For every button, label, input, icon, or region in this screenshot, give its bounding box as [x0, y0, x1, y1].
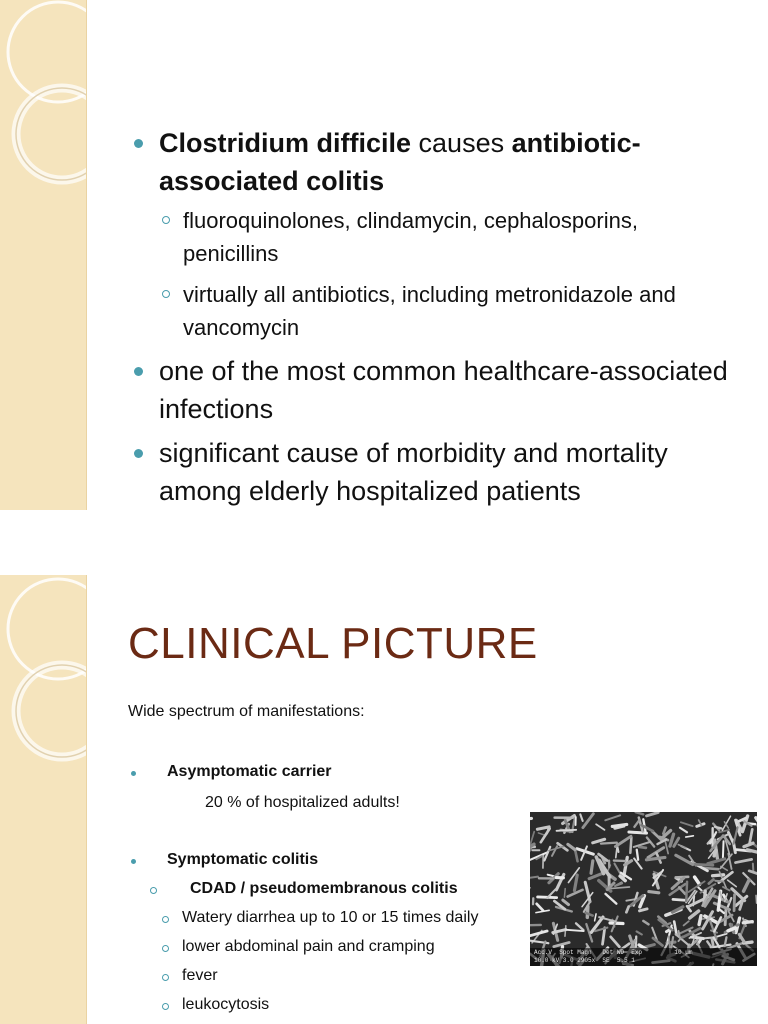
- bacterium-rod: [680, 828, 687, 833]
- sub-bullet-text: fluoroquinolones, clindamycin, cephalosporins, penicillins: [183, 208, 638, 266]
- decorative-side-strip: [0, 575, 87, 1024]
- symptom-item: lower abdominal pain and cramping: [182, 938, 435, 955]
- slide-gap: [0, 510, 768, 575]
- bacterium-rod: [605, 815, 620, 820]
- bacterium-rod: [715, 827, 721, 829]
- bullet-dot-icon: [134, 367, 143, 376]
- bacterium-rod: [610, 923, 623, 924]
- bacterium-rod: [736, 859, 752, 862]
- sub-bullet-all-antibiotics: [159, 278, 732, 344]
- bacterium-rod: [626, 907, 628, 913]
- decorative-side-strip: [0, 0, 87, 510]
- bacterium-rod: [640, 909, 648, 911]
- bacterium-rod: [743, 922, 752, 923]
- bacterium-rod: [603, 928, 605, 944]
- bacterium-rod: [530, 877, 538, 878]
- bacterium-rod: [722, 816, 730, 830]
- sub-bullet-list: [159, 204, 732, 344]
- bacterium-rod: [595, 914, 596, 921]
- slide-2: [0, 575, 768, 1024]
- bacterium-rod: [750, 829, 753, 843]
- symptomatic-colitis: Symptomatic colitis: [167, 851, 319, 868]
- bacterium-rod: [564, 889, 565, 898]
- bacterium-rod: [679, 887, 685, 894]
- bacterium-rod: [616, 883, 622, 885]
- bold-term: antibiotic-associated colitis: [159, 128, 641, 196]
- sub-bullet-ring-icon: [162, 1003, 169, 1010]
- sub-bullet-ring-icon: [162, 216, 170, 224]
- bacterium-rod: [661, 830, 671, 838]
- bacterium-rod: [629, 832, 647, 833]
- bacterium-rod: [637, 931, 642, 934]
- bacterium-rod: [739, 934, 744, 941]
- asymptomatic-carrier: Asymptomatic carrier: [167, 763, 332, 780]
- sub-bullet-antibiotic-classes: [159, 204, 732, 270]
- bacterium-rod: [587, 906, 588, 917]
- carrier-rate: 20 % of hospitalized adults!: [205, 794, 400, 811]
- bullet-text: causes: [411, 128, 512, 158]
- bacterium-rod: [699, 916, 701, 925]
- bold-term: Clostridium difficile: [159, 128, 412, 158]
- bullet-dot-icon: [134, 139, 143, 148]
- bacterium-rod: [605, 894, 616, 904]
- bullet-dot-icon: [134, 449, 143, 458]
- bullet-text: significant cause of morbidity and mortality among elderly hospitalized patients: [159, 438, 668, 506]
- sub-bullet-ring-icon: [162, 916, 169, 923]
- bacterium-rod: [643, 921, 648, 924]
- symptom-item: Watery diarrhea up to 10 or 15 times daily: [182, 909, 479, 926]
- slide-title: CLINICAL PICTURE: [128, 619, 538, 668]
- bacterium-rod: [568, 844, 575, 849]
- bacterium-rod: [610, 887, 629, 889]
- sub-bullet-ring-icon: [162, 945, 169, 952]
- decorative-rings-icon: [0, 0, 86, 510]
- electron-micrograph-image: [530, 812, 757, 966]
- slide-1-bullet-list: [132, 124, 732, 510]
- bacterium-rod: [630, 838, 631, 853]
- bacterium-rod: [674, 922, 676, 935]
- sub-bullet-ring-icon: [162, 974, 169, 981]
- bacterium-rod: [686, 836, 694, 837]
- bacterium-rod: [681, 822, 693, 826]
- bacterium-rod: [649, 892, 659, 893]
- bacterium-rod: [563, 900, 569, 904]
- bacterium-rod: [695, 877, 700, 884]
- sub-bullet-text: virtually all antibiotics, including metronidazole and vancomycin: [183, 282, 676, 340]
- bacterium-rod: [566, 930, 583, 931]
- bacterium-rod: [583, 814, 593, 828]
- slide-1: [0, 0, 768, 510]
- bacterium-rod: [611, 937, 620, 947]
- bacterium-rod: [715, 881, 723, 882]
- bacterium-rod: [593, 839, 605, 843]
- bacterium-rod: [734, 827, 738, 843]
- bacterium-rod: [673, 899, 685, 900]
- intro-text: Wide spectrum of manifestations:: [128, 703, 365, 720]
- bacterium-rod: [612, 824, 626, 826]
- bacterium-rod: [714, 850, 716, 856]
- bacterium-rod: [723, 841, 724, 857]
- sub-bullet-ring-icon: [150, 887, 157, 894]
- bacterium-rod: [591, 861, 593, 873]
- micrograph-caption: Acc.V Spot Magn Det WD Exp 10 µm 10.0 kV 3.0 2905x SE 5.5 1: [530, 948, 757, 966]
- bacterium-rod: [580, 814, 582, 820]
- bacterium-rod: [670, 834, 674, 846]
- bullet-dot-icon: [131, 859, 136, 864]
- bacteria-texture: [530, 812, 757, 966]
- sub-bullet-ring-icon: [162, 290, 170, 298]
- bacterium-rod: [530, 818, 531, 820]
- bacterium-rod: [691, 937, 703, 939]
- bacterium-rod: [637, 850, 638, 860]
- bacterium-rod: [636, 812, 643, 814]
- bacterium-rod: [709, 879, 714, 883]
- bacterium-rod: [647, 812, 659, 815]
- bacterium-rod: [714, 917, 721, 931]
- bullet-clostridium: [132, 124, 732, 344]
- bacterium-rod: [676, 877, 688, 878]
- bacterium-rod: [684, 921, 689, 925]
- bacterium-rod: [552, 846, 557, 856]
- bacterium-rod: [615, 836, 631, 846]
- bullet-text: one of the most common healthcare-associated infections: [159, 356, 728, 424]
- bacterium-rod: [557, 830, 577, 831]
- bullet-dot-icon: [131, 771, 136, 776]
- bacterium-rod: [596, 824, 604, 830]
- bacterium-rod: [574, 875, 577, 891]
- bacterium-rod: [728, 880, 737, 887]
- bacterium-rod: [634, 820, 639, 827]
- bacterium-rod: [753, 864, 754, 872]
- cdad-pseudomembranous: CDAD / pseudomembranous colitis: [190, 880, 458, 897]
- bacterium-rod: [749, 871, 757, 875]
- bacterium-rod: [576, 923, 583, 930]
- bacterium-rod: [686, 882, 687, 901]
- bacterium-rod: [663, 827, 665, 833]
- bacterium-rod: [756, 895, 757, 903]
- bacterium-rod: [744, 880, 750, 891]
- bacterium-rod: [707, 941, 711, 947]
- bullet-morbidity-mortality: [132, 434, 732, 510]
- symptom-item: leukocytosis: [182, 996, 270, 1013]
- bacterium-rod: [639, 847, 646, 848]
- decorative-rings-icon: [0, 575, 86, 1024]
- bacterium-rod: [712, 938, 713, 945]
- symptom-item: fever: [182, 967, 218, 984]
- bullet-healthcare-infections: [132, 352, 732, 428]
- bacterium-rod: [601, 843, 617, 844]
- bacterium-rod: [537, 904, 543, 911]
